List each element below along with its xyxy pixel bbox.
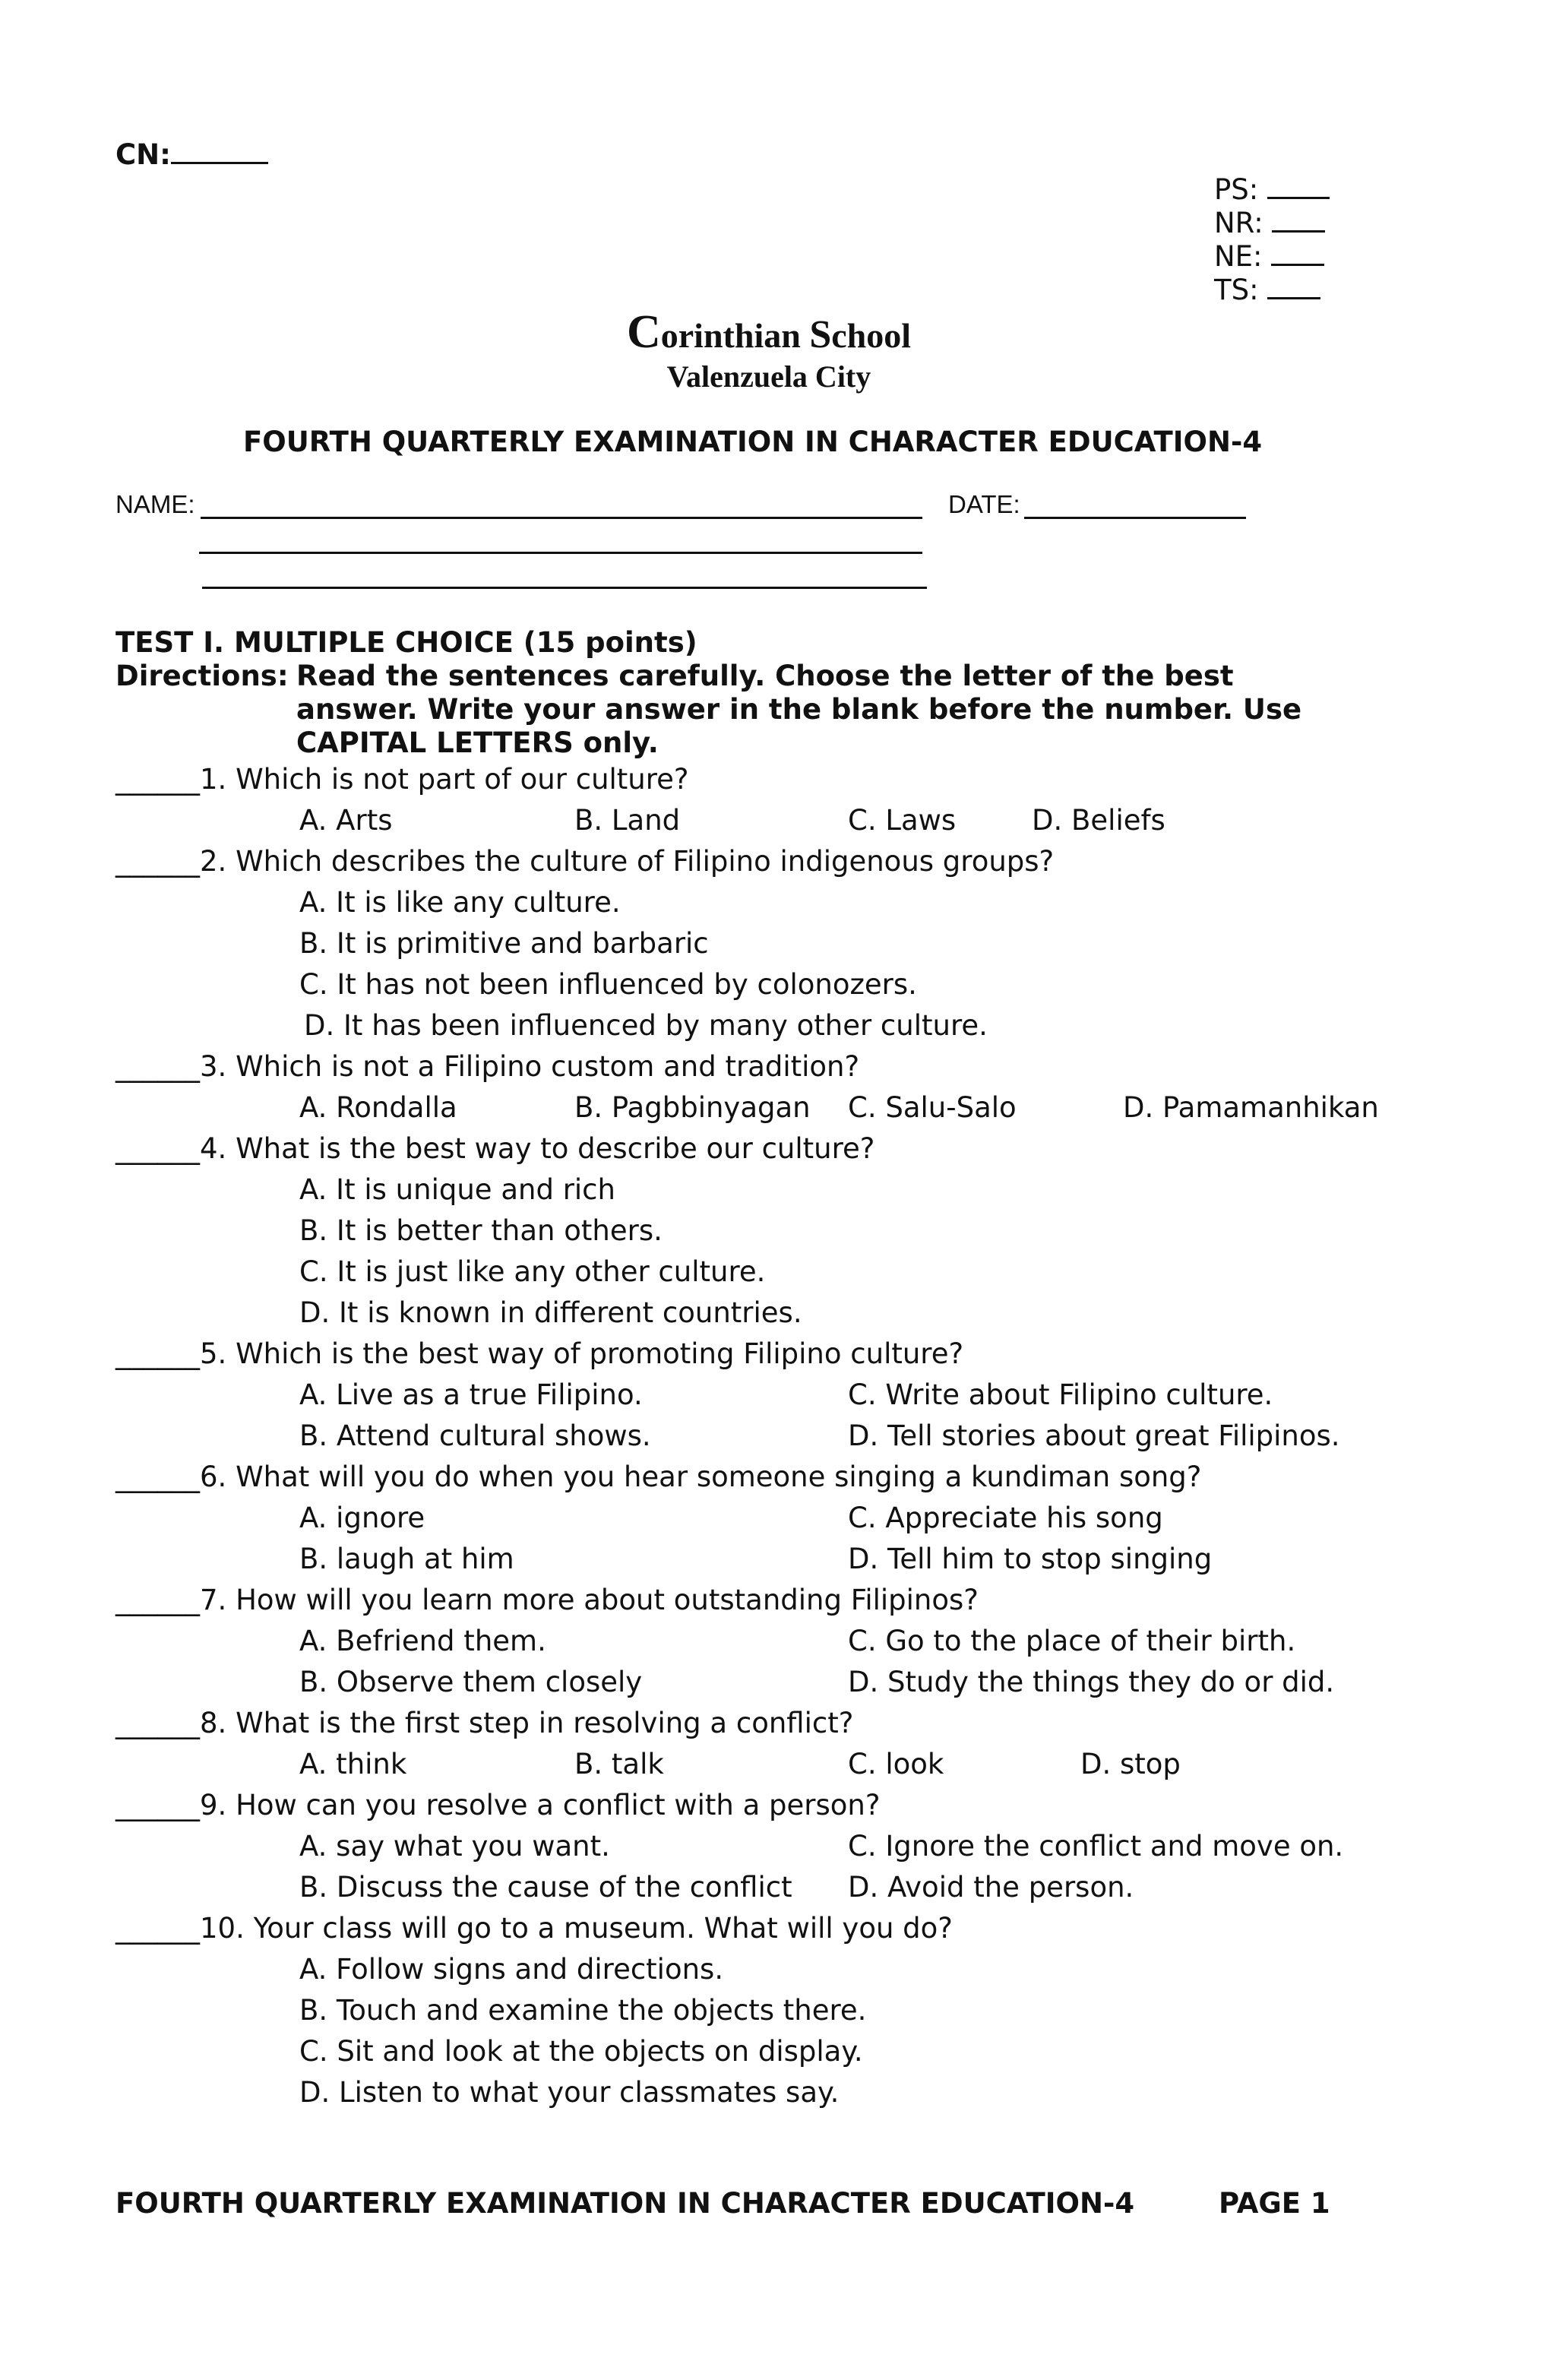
q3-option-a: A. Rondalla — [299, 1091, 457, 1124]
q9-option-d: D. Avoid the person. — [848, 1871, 1134, 1904]
answer-blank[interactable]: ______ — [115, 1461, 200, 1493]
q7-option-c: C. Go to the place of their birth. — [848, 1625, 1296, 1657]
q2-option-b: B. It is primitive and barbaric — [299, 927, 709, 960]
q5-option-c: C. Write about Filipino culture. — [848, 1378, 1273, 1411]
q8-option-b: B. talk — [574, 1748, 664, 1780]
question-text: 6. What will you do when you hear someone singing a kundiman song? — [200, 1461, 1202, 1493]
answer-blank[interactable]: ______ — [115, 763, 200, 796]
question-4 — [115, 1132, 874, 1165]
q7-option-d: D. Study the things they do or did. — [848, 1666, 1335, 1698]
q4-option-a: A. It is unique and rich — [299, 1173, 615, 1206]
q1-option-c: C. Laws — [848, 804, 957, 837]
q6-option-c: C. Appreciate his song — [848, 1502, 1163, 1534]
q10-option-a: A. Follow signs and directions. — [299, 1953, 724, 1986]
question-text: 7. How will you learn more about outstanding Filipinos? — [200, 1584, 979, 1616]
q4-option-d: D. It is known in different countries. — [299, 1296, 802, 1329]
question-3 — [115, 1050, 859, 1083]
directions-line-1: Read the sentences carefully. Choose the letter of the best — [296, 660, 1234, 692]
q5-option-a: A. Live as a true Filipino. — [299, 1378, 643, 1411]
question-text: 9. How can you resolve a conflict with a person? — [200, 1789, 881, 1821]
q6-option-b: B. laugh at him — [299, 1543, 514, 1575]
answer-blank[interactable]: ______ — [115, 1707, 200, 1739]
answer-blank[interactable]: ______ — [115, 1584, 200, 1616]
answer-blank[interactable]: ______ — [115, 1132, 200, 1165]
name-line-1[interactable] — [201, 517, 922, 519]
q1-option-b: B. Land — [574, 804, 681, 837]
q10-option-c: C. Sit and look at the objects on display. — [299, 2035, 863, 2068]
q1-option-a: A. Arts — [299, 804, 393, 837]
question-text: 2. Which describes the culture of Filipino indigenous groups? — [200, 845, 1055, 878]
q9-option-a: A. say what you want. — [299, 1830, 610, 1863]
question-7 — [115, 1584, 979, 1616]
name-line-3[interactable] — [202, 587, 927, 589]
question-9 — [115, 1789, 881, 1821]
q4-option-c: C. It is just like any other culture. — [299, 1255, 766, 1288]
q5-option-d: D. Tell stories about great Filipinos. — [848, 1419, 1340, 1452]
school-name-initial: C — [626, 306, 661, 358]
q2-option-c: C. It has not been influenced by colonozers. — [299, 968, 917, 1001]
q4-option-b: B. It is better than others. — [299, 1214, 663, 1247]
score-ts-label: TS: — [1214, 274, 1259, 306]
q8-option-d: D. stop — [1080, 1748, 1181, 1780]
q5-option-b: B. Attend cultural shows. — [299, 1419, 651, 1452]
q2-option-a: A. It is like any culture. — [299, 886, 621, 919]
score-ne-label: NE: — [1214, 240, 1263, 273]
date-line[interactable] — [1024, 517, 1246, 519]
answer-blank[interactable]: ______ — [115, 845, 200, 878]
answer-blank[interactable]: ______ — [115, 1337, 200, 1370]
q9-option-c: C. Ignore the conflict and move on. — [848, 1830, 1344, 1863]
school-name-part2: chool — [831, 316, 912, 355]
answer-blank[interactable]: ______ — [115, 1789, 200, 1821]
cn-blank[interactable] — [171, 139, 268, 164]
question-10 — [115, 1912, 953, 1945]
question-text: 1. Which is not part of our culture? — [200, 763, 689, 796]
directions-line-2: answer. Write your answer in the blank before the number. Use — [296, 693, 1302, 726]
q9-option-b: B. Discuss the cause of the conflict — [299, 1871, 792, 1904]
question-1 — [115, 763, 689, 796]
score-ps-label: PS: — [1214, 173, 1259, 206]
score-nr-blank[interactable] — [1272, 207, 1325, 233]
test-title: TEST I. MULTIPLE CHOICE (15 points) — [115, 626, 697, 659]
footer-page: PAGE 1 — [1219, 2187, 1330, 2220]
question-5 — [115, 1337, 963, 1370]
question-6 — [115, 1461, 1201, 1493]
score-ts-blank[interactable] — [1267, 274, 1320, 299]
score-ne-blank[interactable] — [1271, 241, 1324, 266]
name-line-2[interactable] — [199, 552, 922, 554]
q10-option-d: D. Listen to what your classmates say. — [299, 2076, 840, 2109]
question-8 — [115, 1707, 853, 1739]
question-text: 5. Which is the best way of promoting Filipino culture? — [200, 1337, 964, 1370]
question-text: 8. What is the first step in resolving a conflict? — [200, 1707, 854, 1739]
answer-blank[interactable]: ______ — [115, 1912, 200, 1945]
score-ps-blank[interactable] — [1267, 174, 1330, 199]
q10-option-b: B. Touch and examine the objects there. — [299, 1994, 867, 2027]
q3-option-c: C. Salu-Salo — [848, 1091, 1017, 1124]
question-text: 4. What is the best way to describe our culture? — [200, 1132, 875, 1165]
score-ts[interactable] — [1214, 274, 1320, 306]
school-name-initial2: S — [809, 313, 832, 356]
q8-option-c: C. look — [848, 1748, 944, 1780]
score-nr-label: NR: — [1214, 207, 1263, 239]
q6-option-a: A. ignore — [299, 1502, 425, 1534]
q7-option-a: A. Befriend them. — [299, 1625, 546, 1657]
school-city: Valenzuela City — [666, 359, 871, 394]
school-name-part1: orinthian — [660, 316, 810, 355]
directions-line-3: CAPITAL LETTERS only. — [296, 726, 659, 759]
name-label: NAME: — [115, 490, 195, 518]
score-nr[interactable] — [1214, 207, 1325, 239]
question-2 — [115, 845, 1054, 878]
cn-label: CN: — [115, 138, 171, 171]
answer-blank[interactable]: ______ — [115, 1050, 200, 1083]
q1-option-d: D. Beliefs — [1032, 804, 1165, 837]
q8-option-a: A. think — [299, 1748, 407, 1780]
q2-option-d: D. It has been influenced by many other culture. — [304, 1009, 988, 1042]
date-label: DATE: — [948, 490, 1020, 518]
score-ne[interactable] — [1214, 240, 1324, 273]
directions-label: Directions: — [115, 660, 289, 692]
question-text: 3. Which is not a Filipino custom and tradition? — [200, 1050, 860, 1083]
cn-field[interactable] — [115, 138, 268, 171]
q6-option-d: D. Tell him to stop singing — [848, 1543, 1213, 1575]
score-ps[interactable] — [1214, 173, 1330, 206]
q7-option-b: B. Observe them closely — [299, 1666, 643, 1698]
school-name — [0, 305, 1538, 359]
q3-option-b: B. Pagbbinyagan — [574, 1091, 811, 1124]
exam-title: FOURTH QUARTERLY EXAMINATION IN CHARACTER EDUCATION-4 — [243, 426, 1263, 458]
footer-title: FOURTH QUARTERLY EXAMINATION IN CHARACTER EDUCATION-4 — [115, 2187, 1135, 2220]
q3-option-d: D. Pamamanhikan — [1123, 1091, 1379, 1124]
question-text: 10. Your class will go to a museum. What will you do? — [200, 1912, 953, 1945]
